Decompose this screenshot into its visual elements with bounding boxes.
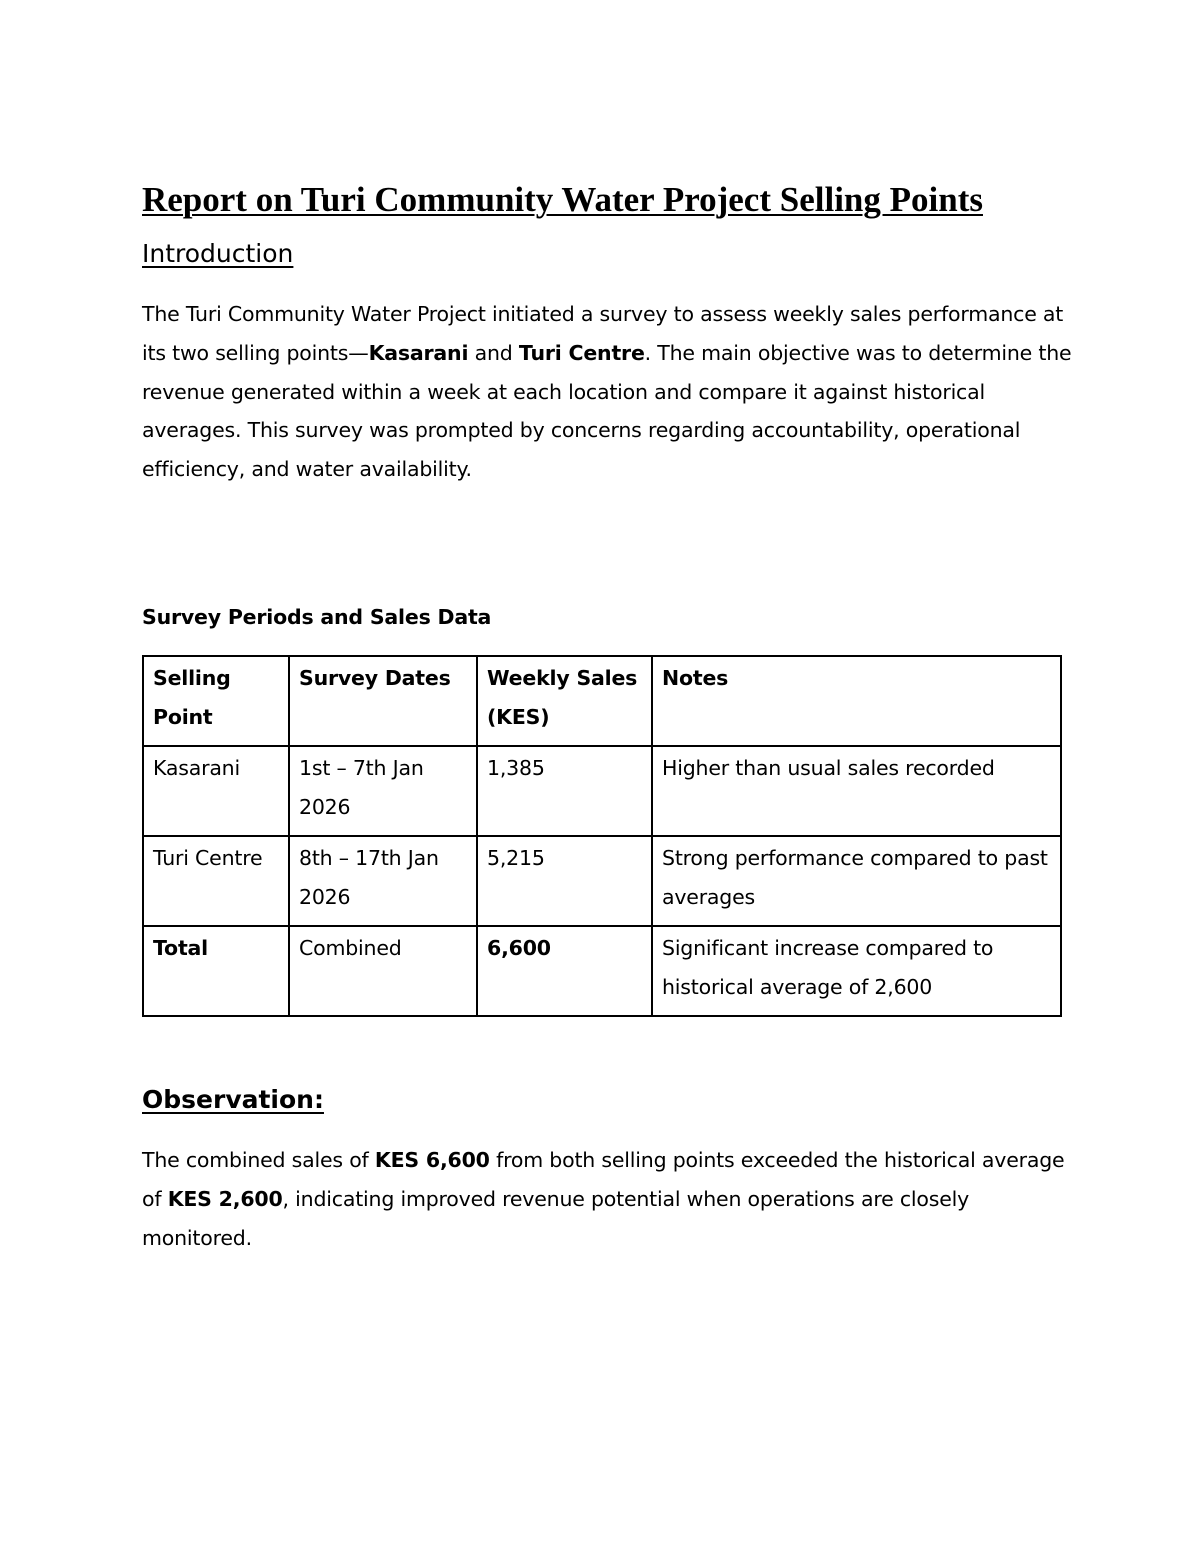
intro-bold-turi-centre: Turi Centre [518,340,645,365]
cell-selling-point: Turi Centre [143,836,289,926]
cell-selling-point: Kasarani [143,746,289,836]
obs-text-2: from both selling points exceeded the historical average of [142,1148,1065,1211]
introduction-heading: Introduction [142,239,294,268]
cell-notes: Strong performance compared to past averages [652,836,1061,926]
obs-text-1: The combined sales of [142,1148,375,1172]
obs-bold-historical-average: KES 2,600 [167,1186,283,1211]
obs-bold-combined-sales: KES 6,600 [374,1148,490,1172]
obs-text-3: , indicating improved revenue potential when operations are closely monitored. [142,1186,970,1250]
observation-heading: Observation: [142,1085,324,1114]
table-row [143,836,1061,926]
cell-selling-point: Total [143,926,289,1016]
table-row [143,746,1061,836]
cell-notes: Higher than usual sales recorded [652,746,1061,836]
intro-bold-kasarani: Kasarani [368,340,469,365]
header-weekly-sales: Weekly Sales (KES) [477,656,652,746]
sales-data-table [142,655,1062,1017]
observation-paragraph [142,1141,1077,1257]
header-survey-dates: Survey Dates [289,656,477,746]
table-total-row [143,926,1061,1016]
header-notes: Notes [652,656,1061,746]
header-selling-point: Selling Point [143,656,289,746]
cell-survey-dates: Combined [289,926,477,1016]
cell-survey-dates: 8th – 17th Jan 2026 [289,836,477,926]
cell-notes: Significant increase compared to historical average of 2,600 [652,926,1061,1016]
document-title: Report on Turi Community Water Project Selling Points [142,180,983,219]
intro-text-1: The Turi Community Water Project initiated a survey to assess weekly sales performance at its two selling points— [142,302,1064,365]
cell-survey-dates: 1st – 7th Jan 2026 [289,746,477,836]
introduction-paragraph [142,295,1077,489]
table-caption: Survey Periods and Sales Data [142,605,492,629]
table-header-row [143,656,1061,746]
cell-weekly-sales: 5,215 [477,836,652,926]
intro-text-2: and [468,340,519,365]
cell-weekly-sales: 6,600 [477,926,652,1016]
cell-weekly-sales: 1,385 [477,746,652,836]
intro-text-3: . The main objective was to determine the revenue generated within a week at each location and compare it against historical averages. This survey was prompted by concerns regarding accountability, operational efficiency, and water availability. [142,340,1072,482]
